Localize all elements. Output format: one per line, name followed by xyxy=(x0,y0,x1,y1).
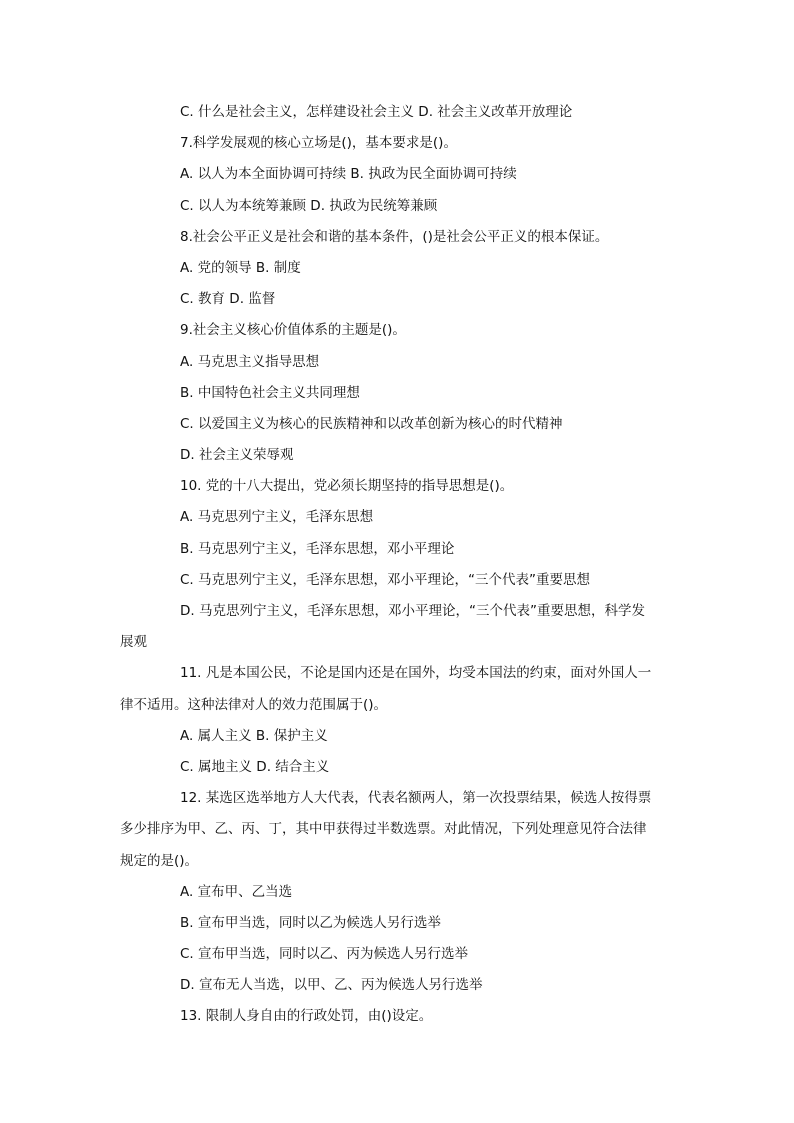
paragraph-line: 12. 某选区选举地方人大代表，代表名额两人，第一次投票结果，候选人按得票 xyxy=(180,790,652,807)
paragraph-continuation-line: 多少排序为甲、乙、丙、丁，其中甲获得过半数选票。对此情况，下列处理意见符合法律 xyxy=(120,821,647,838)
paragraph-line: C. 马克思列宁主义，毛泽东思想，邓小平理论，“三个代表”重要思想 xyxy=(180,571,590,588)
paragraph-line: A. 以人为本全面协调可持续 B. 执政为民全面协调可持续 xyxy=(180,166,517,183)
paragraph-line: B. 马克思列宁主义，毛泽东思想，邓小平理论 xyxy=(180,540,455,557)
paragraph-line: C. 以人为本统筹兼顾 D. 执政为民统筹兼顾 xyxy=(180,197,438,214)
paragraph-line: C. 属地主义 D. 结合主义 xyxy=(180,758,330,775)
paragraph-line: D. 宣布无人当选，以甲、乙、丙为候选人另行选举 xyxy=(180,977,483,994)
paragraph-line: 11. 凡是本国公民，不论是国内还是在国外，均受本国法的约束，面对外国人一 xyxy=(180,665,652,682)
paragraph-line: A. 党的领导 B. 制度 xyxy=(180,259,301,276)
paragraph-line: A. 马克思列宁主义，毛泽东思想 xyxy=(180,509,374,526)
paragraph-line: C. 什么是社会主义，怎样建设社会主义 D. 社会主义改革开放理论 xyxy=(180,104,573,120)
paragraph-continuation-line: 律不适用。这种法律对人的效力范围属于()。 xyxy=(120,696,388,713)
paragraph-line: B. 宣布甲当选，同时以乙为候选人另行选举 xyxy=(180,914,441,931)
paragraph-line: 9.社会主义核心价值体系的主题是()。 xyxy=(180,322,406,339)
paragraph-line: C. 宣布甲当选，同时以乙、丙为候选人另行选举 xyxy=(180,946,469,963)
paragraph-line: C. 教育 D. 监督 xyxy=(180,291,276,308)
paragraph-line: A. 马克思主义指导思想 xyxy=(180,353,320,370)
paragraph-line: 13. 限制人身自由的行政处罚，由()设定。 xyxy=(180,1008,433,1025)
document-body xyxy=(0,101,794,1037)
paragraph-continuation-line: 展观 xyxy=(120,634,147,651)
paragraph-line: D. 马克思列宁主义，毛泽东思想，邓小平理论，“三个代表”重要思想，科学发 xyxy=(180,603,645,619)
paragraph-line: 8.社会公平正义是社会和谐的基本条件，()是社会公平正义的根本保证。 xyxy=(180,228,609,245)
paragraph-line: A. 属人主义 B. 保护主义 xyxy=(180,727,328,744)
paragraph-line: A. 宣布甲、乙当选 xyxy=(180,883,293,900)
paragraph-continuation-line: 规定的是()。 xyxy=(120,852,199,869)
paragraph-line: B. 中国特色社会主义共同理想 xyxy=(180,384,360,401)
paragraph-line: C. 以爱国主义为核心的民族精神和以改革创新为核心的时代精神 xyxy=(180,415,563,432)
paragraph-line: D. 社会主义荣辱观 xyxy=(180,447,294,464)
paragraph-line: 10. 党的十八大提出，党必须长期坚持的指导思想是()。 xyxy=(180,478,514,495)
paragraph-line: 7.科学发展观的核心立场是()，基本要求是()。 xyxy=(180,135,457,152)
